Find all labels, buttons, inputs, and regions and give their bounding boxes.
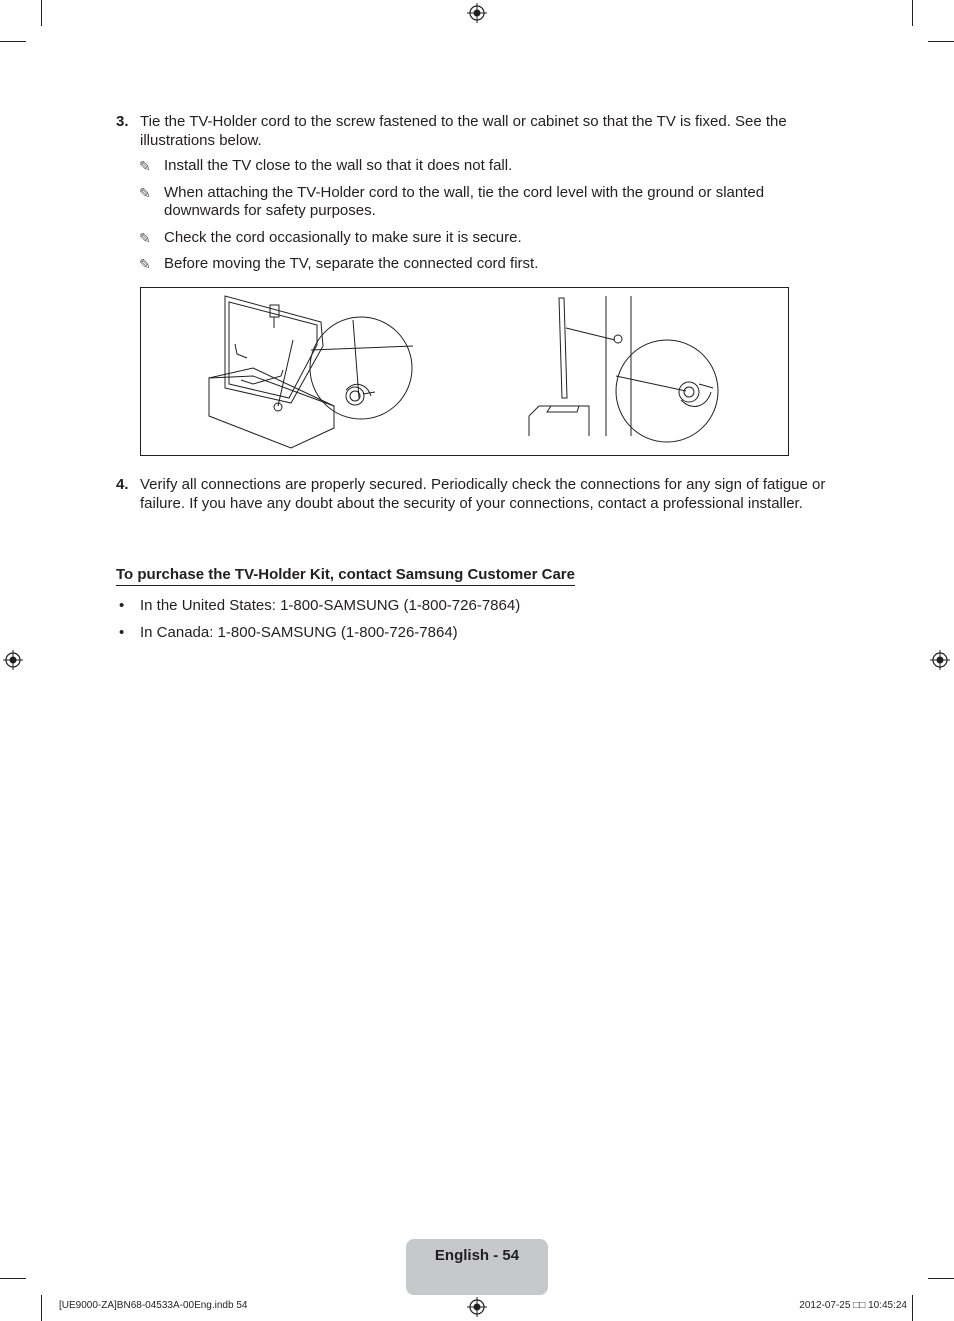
- note-text: Install the TV close to the wall so that it does not fall.: [164, 157, 513, 174]
- page-label: English - 54: [434, 1247, 520, 1264]
- cabinet-shape: [209, 376, 334, 448]
- registration-mark-icon: [467, 3, 487, 23]
- crop-mark: [0, 41, 26, 42]
- note-text: Before moving the TV, separate the connected cord first.: [164, 255, 539, 272]
- bullet-symbol: •: [119, 624, 125, 641]
- purchase-heading: To purchase the TV-Holder Kit, contact Samsung Customer Care: [116, 565, 575, 586]
- pencil-note-icon: ✎: [139, 185, 151, 201]
- crop-mark: [41, 1295, 42, 1321]
- magnifier-circle: [310, 317, 412, 419]
- registration-mark-icon: [467, 1297, 487, 1317]
- contact-text: In the United States: 1-800-SAMSUNG (1-800-726-7864): [140, 597, 521, 614]
- illustration-drawing: [141, 288, 788, 455]
- tv-side-shape: [559, 298, 567, 398]
- step-text: Tie the TV-Holder cord to the screw fastened to the wall or cabinet so that the TV is fixed. See the illustrations below.: [140, 113, 787, 149]
- bullet-symbol: •: [119, 597, 125, 614]
- crop-mark: [912, 1295, 913, 1321]
- file-info: [UE9000-ZA]BN68-04533A-00Eng.indb 54: [59, 1300, 248, 1311]
- crop-mark: [41, 0, 42, 26]
- registration-mark-icon: [3, 650, 23, 670]
- print-timestamp: 2012-07-25 □□ 10:45:24: [799, 1300, 907, 1311]
- note-text: When attaching the TV-Holder cord to the wall, tie the cord level with the ground or slanted downwards for safety purposes.: [164, 184, 765, 219]
- pencil-note-icon: ✎: [139, 158, 151, 174]
- step-number: 3.: [116, 113, 129, 130]
- page-number-tab: [406, 1239, 548, 1295]
- registration-mark-icon: [930, 650, 950, 670]
- crop-mark: [928, 41, 954, 42]
- contact-text: In Canada: 1-800-SAMSUNG (1-800-726-7864): [140, 624, 458, 641]
- step-text: Verify all connections are properly secured. Periodically check the connections for any sign of fatigue or failure. If you have any doubt about the security of your connections, contact a professional installer.: [140, 476, 826, 512]
- crop-mark: [0, 1278, 26, 1279]
- step-number: 4.: [116, 476, 129, 493]
- tv-holder-illustration: [140, 287, 789, 456]
- pencil-note-icon: ✎: [139, 256, 151, 272]
- note-text: Check the cord occasionally to make sure it is secure.: [164, 229, 522, 246]
- crop-mark: [912, 0, 913, 26]
- pencil-note-icon: ✎: [139, 230, 151, 246]
- crop-mark: [928, 1278, 954, 1279]
